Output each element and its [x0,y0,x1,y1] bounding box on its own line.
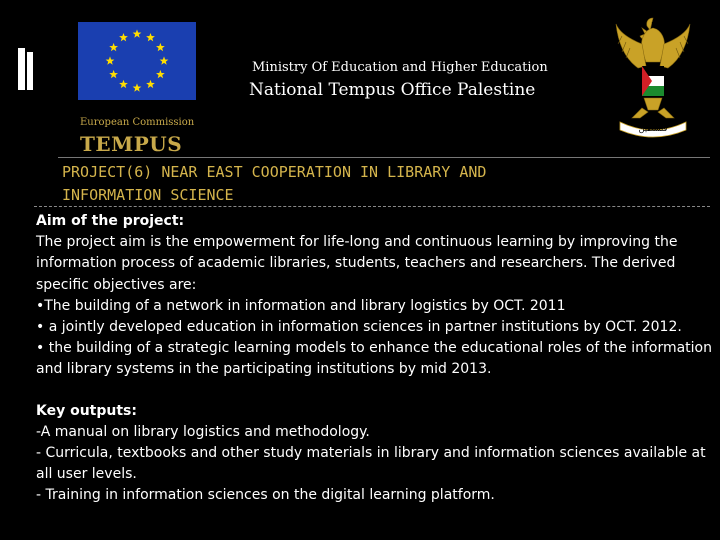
palestine-eagle-emblem-icon [612,14,694,140]
body-content [36,211,718,507]
corner-decoration-bar [18,48,25,90]
eu-star-icon [119,33,128,41]
project-title [62,161,622,207]
emblem-script: فلسطين [638,124,668,133]
output-item: - Training in information sciences on the digital learning platform. [36,487,495,504]
project-title-line: PROJECT(6) NEAR EAST COOPERATION IN LIBRARY AND [62,163,487,181]
spacer [36,381,718,401]
eu-star-icon [119,80,128,88]
aim-bullet: •The building of a network in information and library logistics by OCT. 2011 [36,297,566,314]
eu-star-icon [109,70,118,78]
eu-star-icon [146,80,155,88]
aim-bullet: • the building of a strategic learning models to enhance the educational roles of the information and library systems in the participating institutions by mid 2013. [36,340,712,378]
tempus-logo-text: TEMPUS [80,132,183,156]
project-title-line: INFORMATION SCIENCE [62,186,234,204]
eu-star-icon [156,70,165,78]
output-item: - Curricula, textbooks and other study materials in library and information sciences available at all user levels. [36,445,706,483]
office-name: National Tempus Office Palestine [249,80,536,100]
european-commission-label: European Commission [80,117,195,128]
eu-star-icon [160,56,169,64]
output-item: -A manual on library logistics and methodology. [36,423,370,440]
eu-star-icon [109,43,118,51]
eu-star-icon [133,83,142,91]
divider [34,206,710,207]
eu-star-icon [146,33,155,41]
aim-heading: Aim of the project: [36,213,185,229]
aim-bullet: • a jointly developed education in information sciences in partner institutions by OCT. 2012. [36,319,682,336]
divider [58,157,710,158]
eu-star-icon [156,43,165,51]
eu-star-icon [106,56,115,64]
corner-decoration-bar [27,52,33,90]
outputs-heading: Key outputs: [36,402,137,419]
aim-paragraph: The project aim is the empowerment for life-long and continuous learning by improving the information process of academic libraries, students, teachers and researchers. The derived specific objectives are: [36,234,678,293]
eu-star-icon [133,29,142,37]
ministry-name: Ministry Of Education and Higher Education [252,60,548,75]
eu-flag-icon [78,22,196,100]
